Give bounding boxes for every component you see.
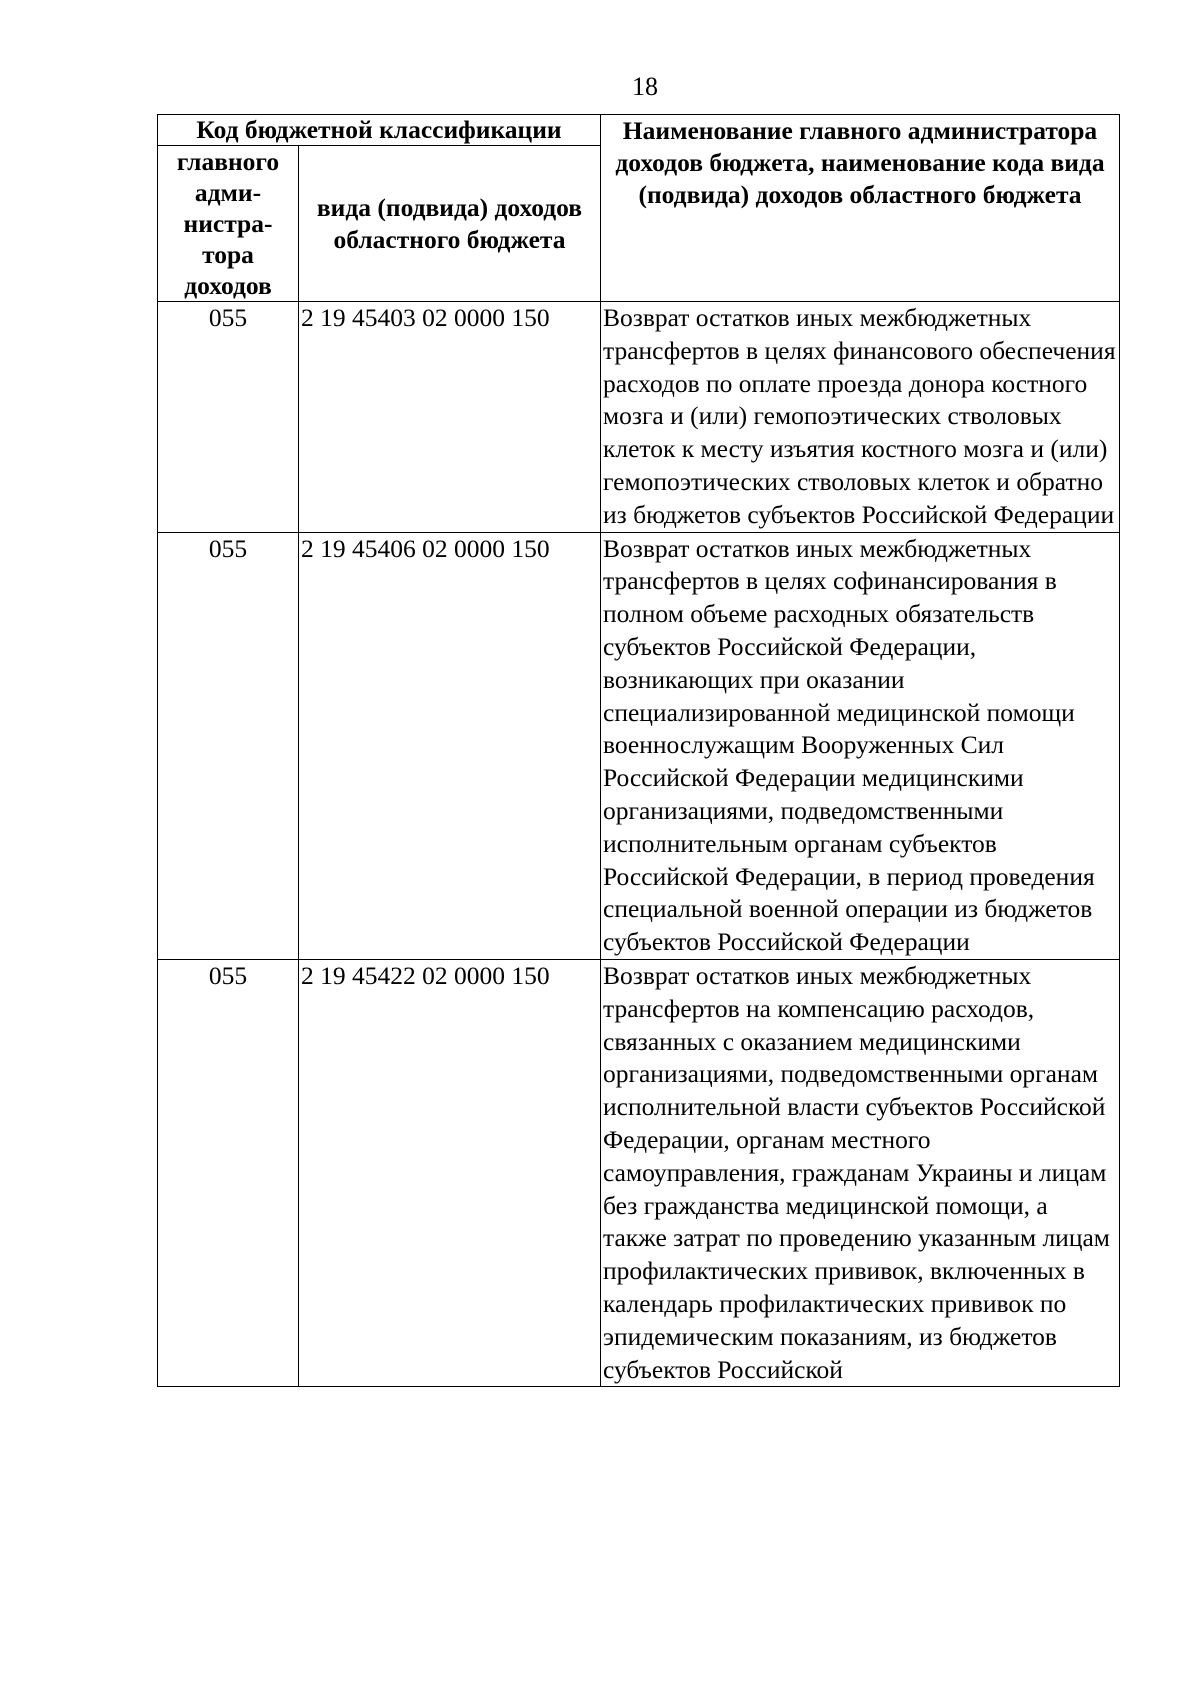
table-row (158, 302, 1120, 533)
header-col-admin: главного адми-нистра-тора доходов (158, 146, 299, 302)
description-cell: Возврат остатков иных межбюджетных трансфертов в целях софинансирования в полном объеме расходных обязательств субъектов Российской Федерации, возникающих при оказании специализированной медицинской помощи военнослужащим Вооруженных Сил Российской Федерации медицинскими организациями, подведомственными исполнительным органам субъектов Российской Федерации, в период проведения специальной военной операции из бюджетов субъектов Российской Федерации (601, 532, 1120, 959)
table-row (158, 532, 1120, 959)
kbk-code-cell: 2 19 45422 02 0000 150 (299, 959, 601, 1386)
page-number: 18 (632, 72, 658, 101)
header-group-title: Код бюджетной классификации (158, 115, 601, 146)
header-col-kind: вида (подвида) доходов областного бюджета (299, 146, 601, 302)
header-row-group (158, 115, 1120, 146)
description-cell: Возврат остатков иных межбюджетных трансфертов в целях финансового обеспечения расходов по оплате проезда донора костного мозга и (или) гемопоэтических стволовых клеток к месту изъятия костного мозга и (или) гемопоэтических стволовых клеток и обратно из бюджетов субъектов Российской Федерации (601, 302, 1120, 533)
kbk-code-cell: 2 19 45406 02 0000 150 (299, 532, 601, 959)
kbk-code-cell: 2 19 45403 02 0000 150 (299, 302, 601, 533)
admin-code-cell: 055 (158, 959, 299, 1386)
admin-code-cell: 055 (158, 302, 299, 533)
budget-classification-table (157, 114, 1120, 1387)
header-col-name: Наименование главного администратора доходов бюджета, наименование кода вида (подвида) доходов областного бюджета (601, 115, 1120, 302)
description-cell: Возврат остатков иных межбюджетных трансфертов на компенсацию расходов, связанных с оказанием медицинскими организациями, подведомственными органам исполнительной власти субъектов Российской Федерации, органам местного самоуправления, гражданам Украины и лицам без гражданства медицинской помощи, а также затрат по проведению указанным лицам профилактических прививок, включенных в календарь профилактических прививок по эпидемическим показаниям, из бюджетов субъектов Российской (601, 959, 1120, 1386)
admin-code-cell: 055 (158, 532, 299, 959)
table-row (158, 959, 1120, 1386)
